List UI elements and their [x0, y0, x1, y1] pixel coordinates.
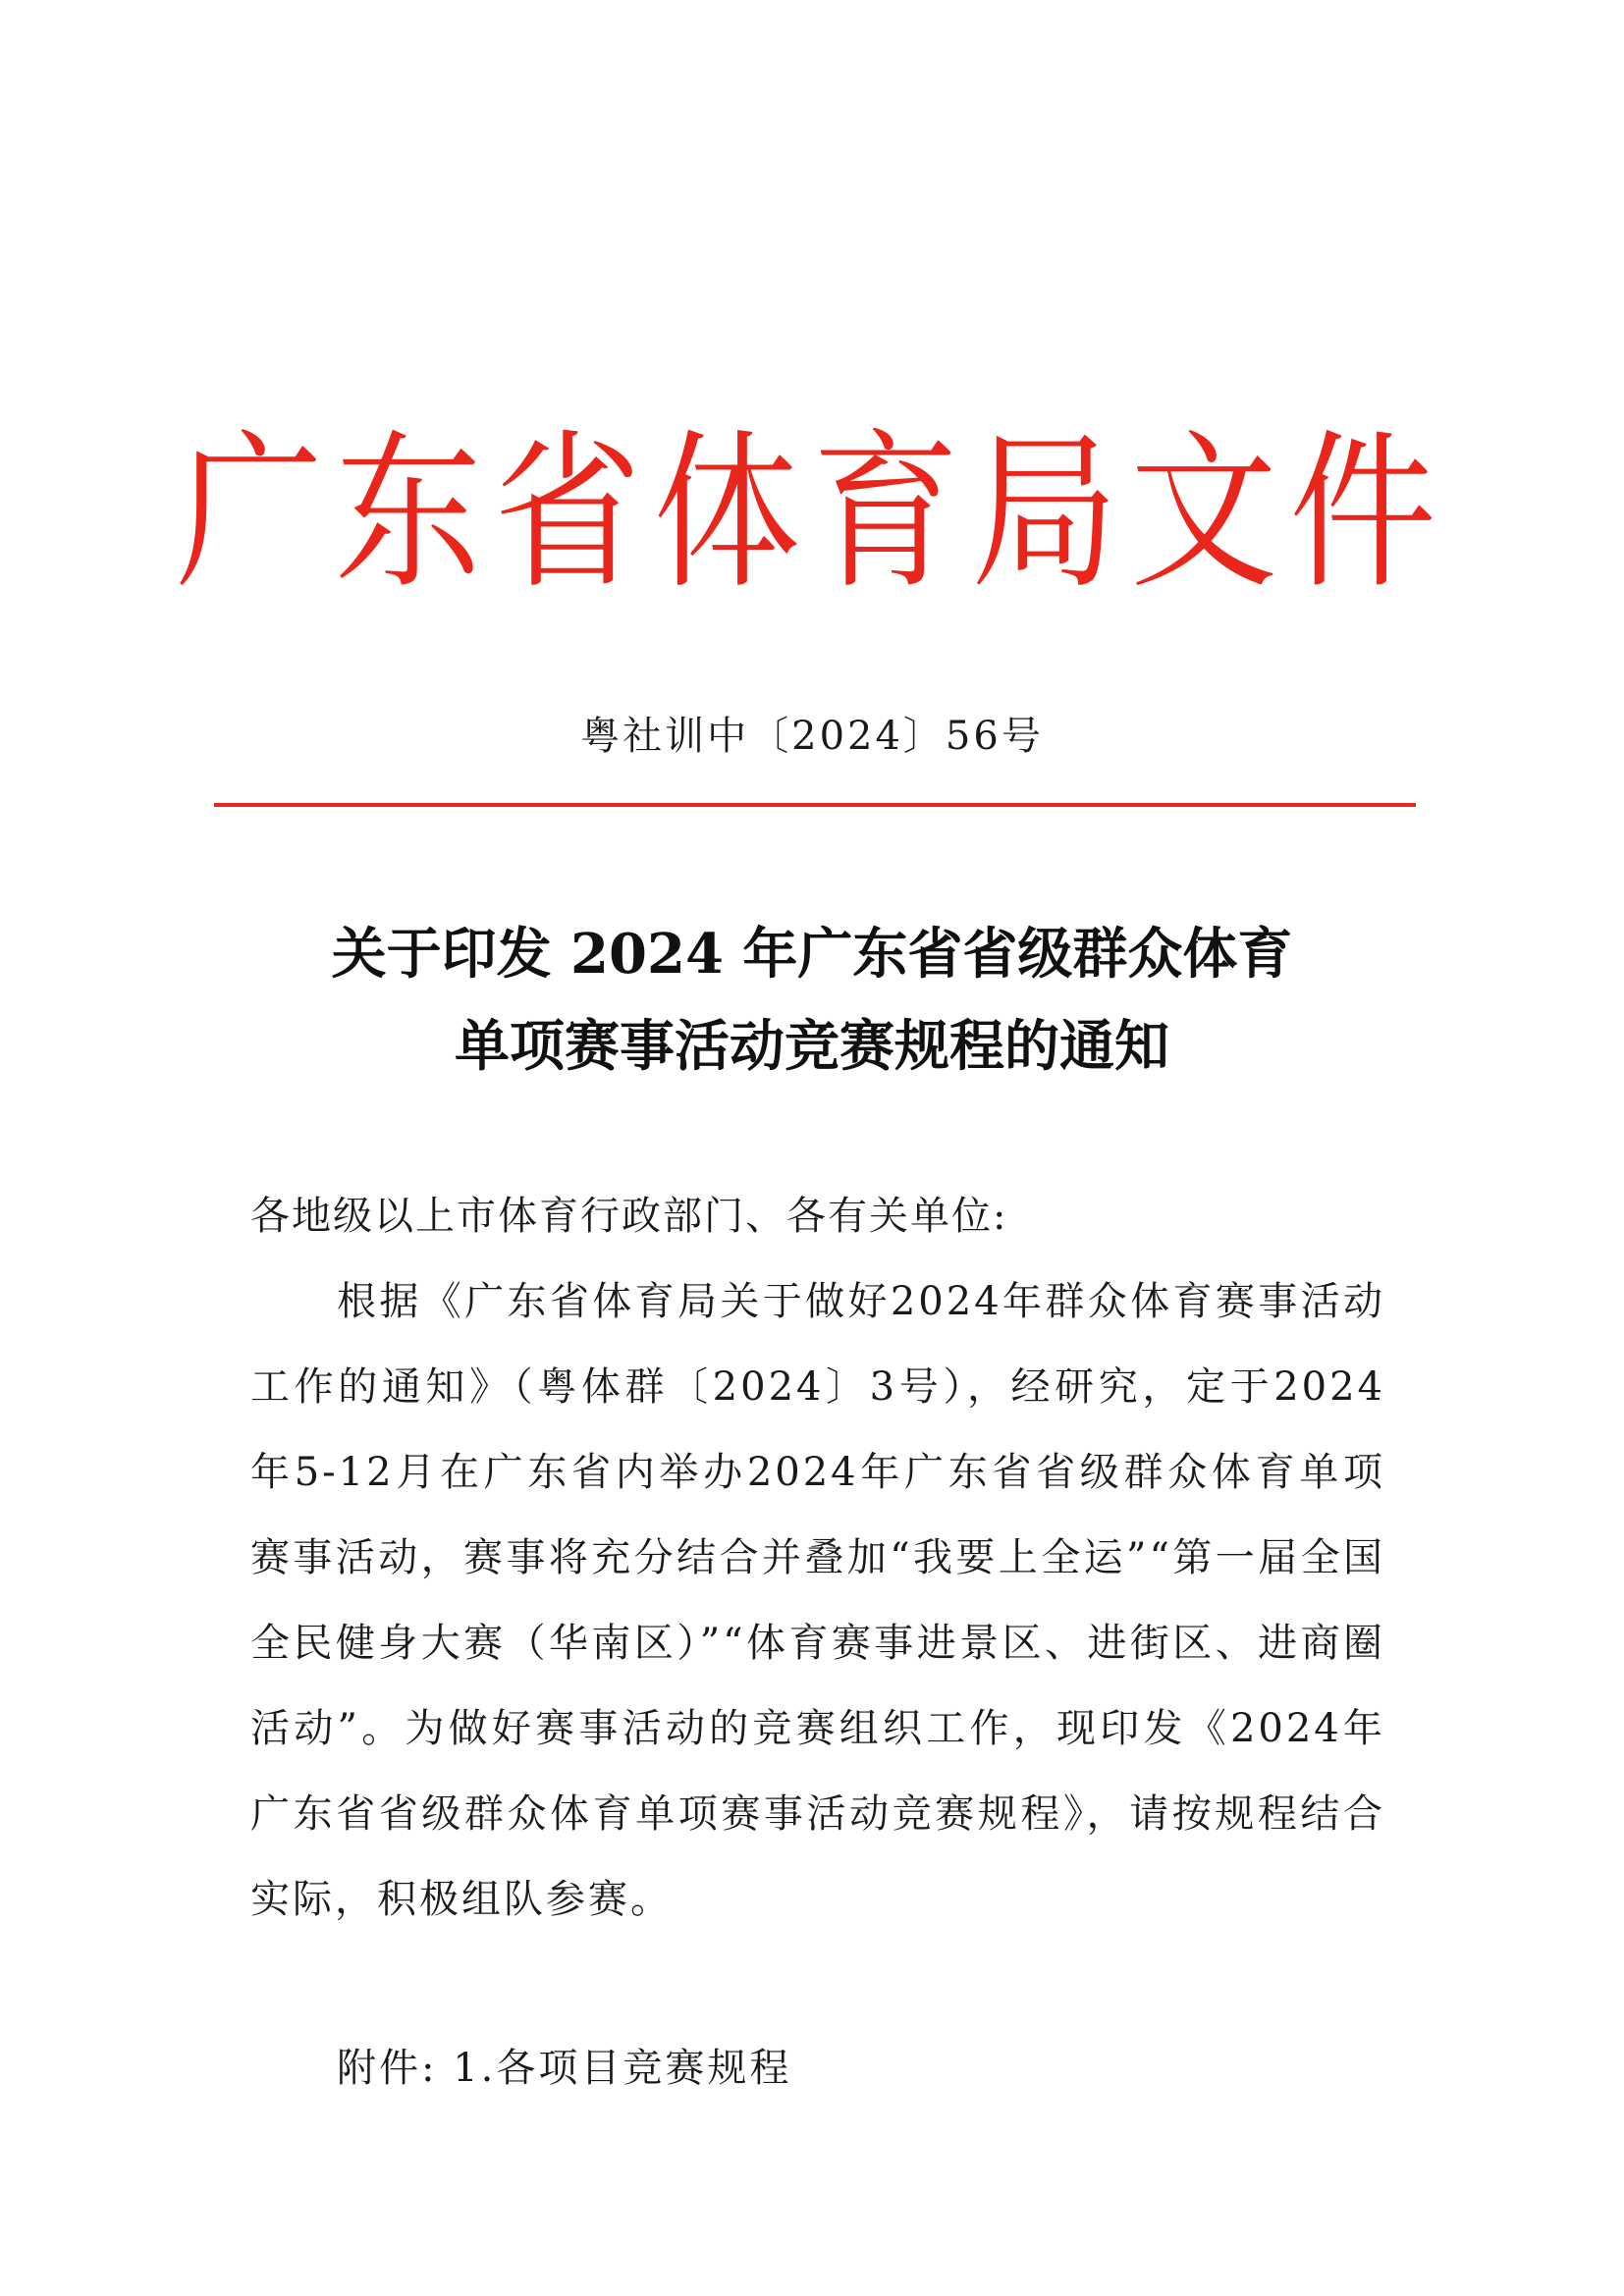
document-number: 粤社训中〔2024〕56号 — [580, 714, 1044, 759]
document-title — [0, 908, 1624, 1093]
attachment-line: 附件: 1.各项目竞赛规程 — [337, 2046, 792, 2091]
salutation: 各地级以上市体育行政部门、各有关单位: — [250, 1194, 1008, 1239]
document-body — [250, 1174, 1385, 1943]
document-masthead: 广东省体育局文件 — [175, 415, 1448, 613]
title-line-2: 单项赛事活动竞赛规程的通知 — [455, 1014, 1169, 1079]
body-paragraph: 根据《广东省体育局关于做好2024年群众体育赛事活动工作的通知》（粤体群〔2024〕3号），经研究，定于2024年5-12月在广东省内举办2024年广东省省级群众体育单项赛事活动，赛事将充分结合并叠加“我要上全运”“第一届全国全民健身大赛（华南区）”“体育赛事进景区、进街区、进商圈活动”。为做好赛事活动的竞赛组织工作，现印发《2024年广东省省级群众体育单项赛事活动竞赛规程》，请按规程结合实际，积极组队参赛。 — [250, 1279, 1385, 1922]
title-line-1: 关于印发 2024 年广东省省级群众体育 — [331, 922, 1293, 987]
red-divider-line — [214, 803, 1416, 807]
